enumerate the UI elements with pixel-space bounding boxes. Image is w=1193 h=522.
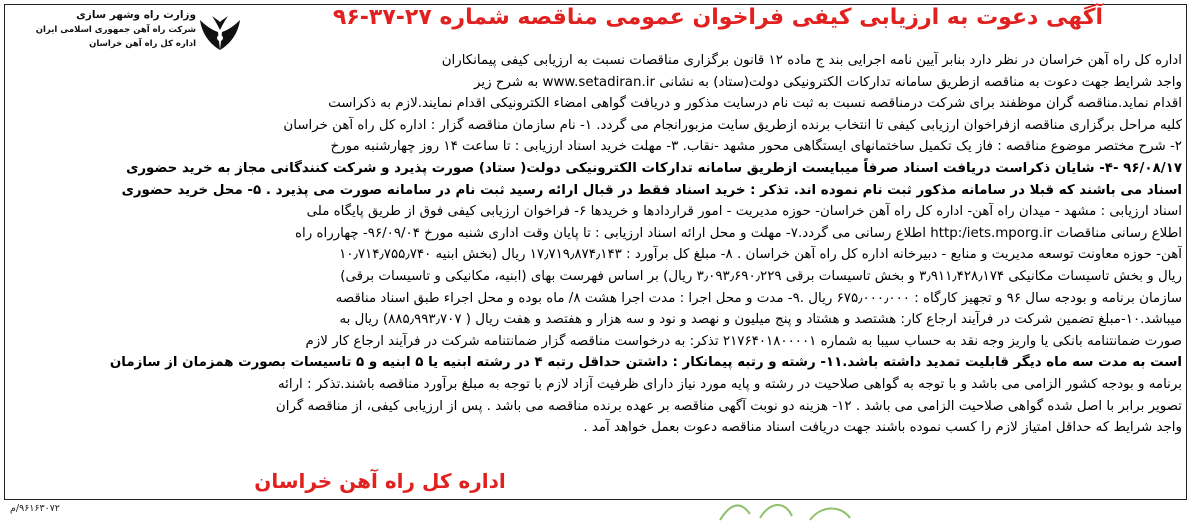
directorate-name: اداره کل راه آهن خراسان [89,39,196,49]
company-name: شرکت راه آهن جمهوری اسلامی ایران [35,25,196,35]
body-line: واجد شرایط جهت دعوت به مناقصه ازطریق سامانه تدارکات الکترونیکی دولت(ستاد) به نشانی www.setadiran.ir به شرح زیر [474,74,1182,90]
body-line: اداره کل راه آهن خراسان در نظر دارد بنابر آیین نامه اجرایی بند ج ماده ۱۲ قانون برگزاری مناقصات نسبت به ارزیابی کیفی پیمانکاران [441,53,1182,68]
notice-header [0,0,1193,49]
body-line: سازمان برنامه و بودجه سال ۹۶ و تجهیز کارگاه : ۶۷۵٫۰۰۰٫۰۰۰ ریال .۹- مدت و محل اجرا : مدت اجرا هشت ۸/ ماه بوده و محل اجراء طبق اسناد مناقصه [335,290,1182,306]
body-line: ۲- شرح مختصر موضوع مناقصه : فاز یک تکمیل ساختمانهای ایستگاهی محور مشهد -نقاب. ۳- مهلت خرید اسناد ارزیابی : تا ساعت ۱۴ روز چهارشنبه مورخ [330,139,1182,155]
signature: اداره کل راه آهن خراسان [254,469,506,493]
body-line: میباشد.۱۰-مبلغ تضمین شرکت در فرآیند ارجاع کار: هشتصد و هشتاد و پنج میلیون و نهصد و نود و سه هزار و هفتصد و هفت ریال ( ۸۸۵٫۹۹۳٫۷۰۷) ریال به [339,312,1182,328]
body-line: اسناد ارزیابی : مشهد - میدان راه آهن- اداره کل راه آهن خراسان- حوزه مدیریت - امور قراردادها و خریدها ۶- فراخوان ارزیابی کیفی فوق از طریق پایگاه ملی [306,204,1182,220]
body-line: ریال و بخش تاسیسات مکانیکی ۳٫۹۱۱٫۴۲۸٫۱۷۴ و بخش تاسیسات برقی ۳٫۰۹۳٫۶۹۰٫۲۲۹ ریال) بر اساس فهرست بهای (ابنیه، مکانیکی و تاسیسات برقی) [340,268,1182,284]
body-line: صورت ضمانتنامه بانکی یا واریز وجه نقد به حساب سیبا به شماره ۲۱۷۶۴۰۱۸۰۰۰۰۱ تذکر: به درخواست مناقصه گزار ضمانتنامه شرکت در فرآیند ارجاع کار لازم [305,333,1182,349]
body-line: کلیه مراحل برگزاری مناقصه ازفراخوان ارزیابی کیفی تا انتخاب برنده ازطریق سایت مزبورانجام می گردد. ۱- نام سازمان مناقصه گزار : اداره کل راه آهن خراسان [283,117,1182,133]
body-line: ۹۶/۰۸/۱۷ -۴- شایان ذکراست دریافت اسناد صرفاً میبایست ازطریق سامانه تدارکات الکترونیکی دولت( ستاد) صورت پذیرد و شرکت کنندگانی مجاز به خرید حضوری [126,160,1182,176]
body-line: اقدام نماید.مناقصه گران موظفند برای شرکت درمناقصه نسبت به ثبت نام درسایت مذکور و دریافت گواهی امضاء الکترونیکی اقدام نمایند.لازم به ذکراست [328,96,1182,112]
railway-emblem-icon [196,10,244,54]
notice-body [12,50,1182,460]
notice-title: آگهی دعوت به ارزیابی کیفی فراخوان عمومی مناقصه شماره ۲۷-۳۷-۹۶ [332,5,1104,30]
reference-code: ۹۶۱۶۳۰۷۲/م [10,503,60,514]
body-line: اطلاع رسانی مناقصات http:/iets.mporg.ir اطلاع رسانی می گردد.۷- مهلت و محل ارائه اسناد ارزیابی : تا پایان وقت اداری شنبه مورخ ۹۶/۰۹/۰۴- چهارراه راه [295,225,1182,241]
body-line: برنامه و بودجه کشور الزامی می باشد و با توجه به گواهی صلاحیت در رشته و پایه مورد نیاز دارای ظرفیت آزاد لازم با توجه به مبلغ برآورد مناقصه باشند.تذکر : ارائه [277,376,1182,392]
body-line: تصویر برابر با اصل شده گواهی صلاحیت الزامی می باشد . ۱۲- هزینه دو نوبت آگهی مناقصه بر عهده برنده مناقصه می باشد . پس از ارزیابی کیفی، از مناقصه گران [275,398,1182,414]
ministry-name: وزارت راه وشهر سازی [76,9,196,21]
body-line: اسناد می باشند که قبلا در سامانه مذکور ثبت نام نموده اند. تذکر : خرید اسناد فقط در قبال ارائه رسید ثبت نام در سامانه صورت می پذیرد . ۵- محل خرید حضوری [121,182,1182,198]
logo-text [14,8,196,51]
handwritten-mark-icon [700,494,920,522]
body-line: است به مدت سه ماه دیگر قابلیت تمدید داشته باشد.۱۱- رشته و رتبه پیمانکار : داشتن حداقل رتبه ۴ در رشته ابنیه یا ۵ ابنیه و ۵ تاسیسات بصورت همزمان از سازمان [109,355,1182,371]
body-line: واجد شرایط که حداقل امتیاز لازم را کسب نموده باشند جهت دریافت اسناد مناقصه دعوت بعمل خواهد آمد . [583,420,1182,436]
body-line: آهن- حوزه معاونت توسعه مدیریت و منابع - دبیرخانه اداره کل راه آهن خراسان . ۸- مبلغ کل برآورد : ۱۷٫۷۱۹٫۸۷۴٫۱۴۳ ریال (بخش ابنیه ۱۰٫۷۱۴٫۷۵۵٫۷۴۰ [339,247,1182,263]
